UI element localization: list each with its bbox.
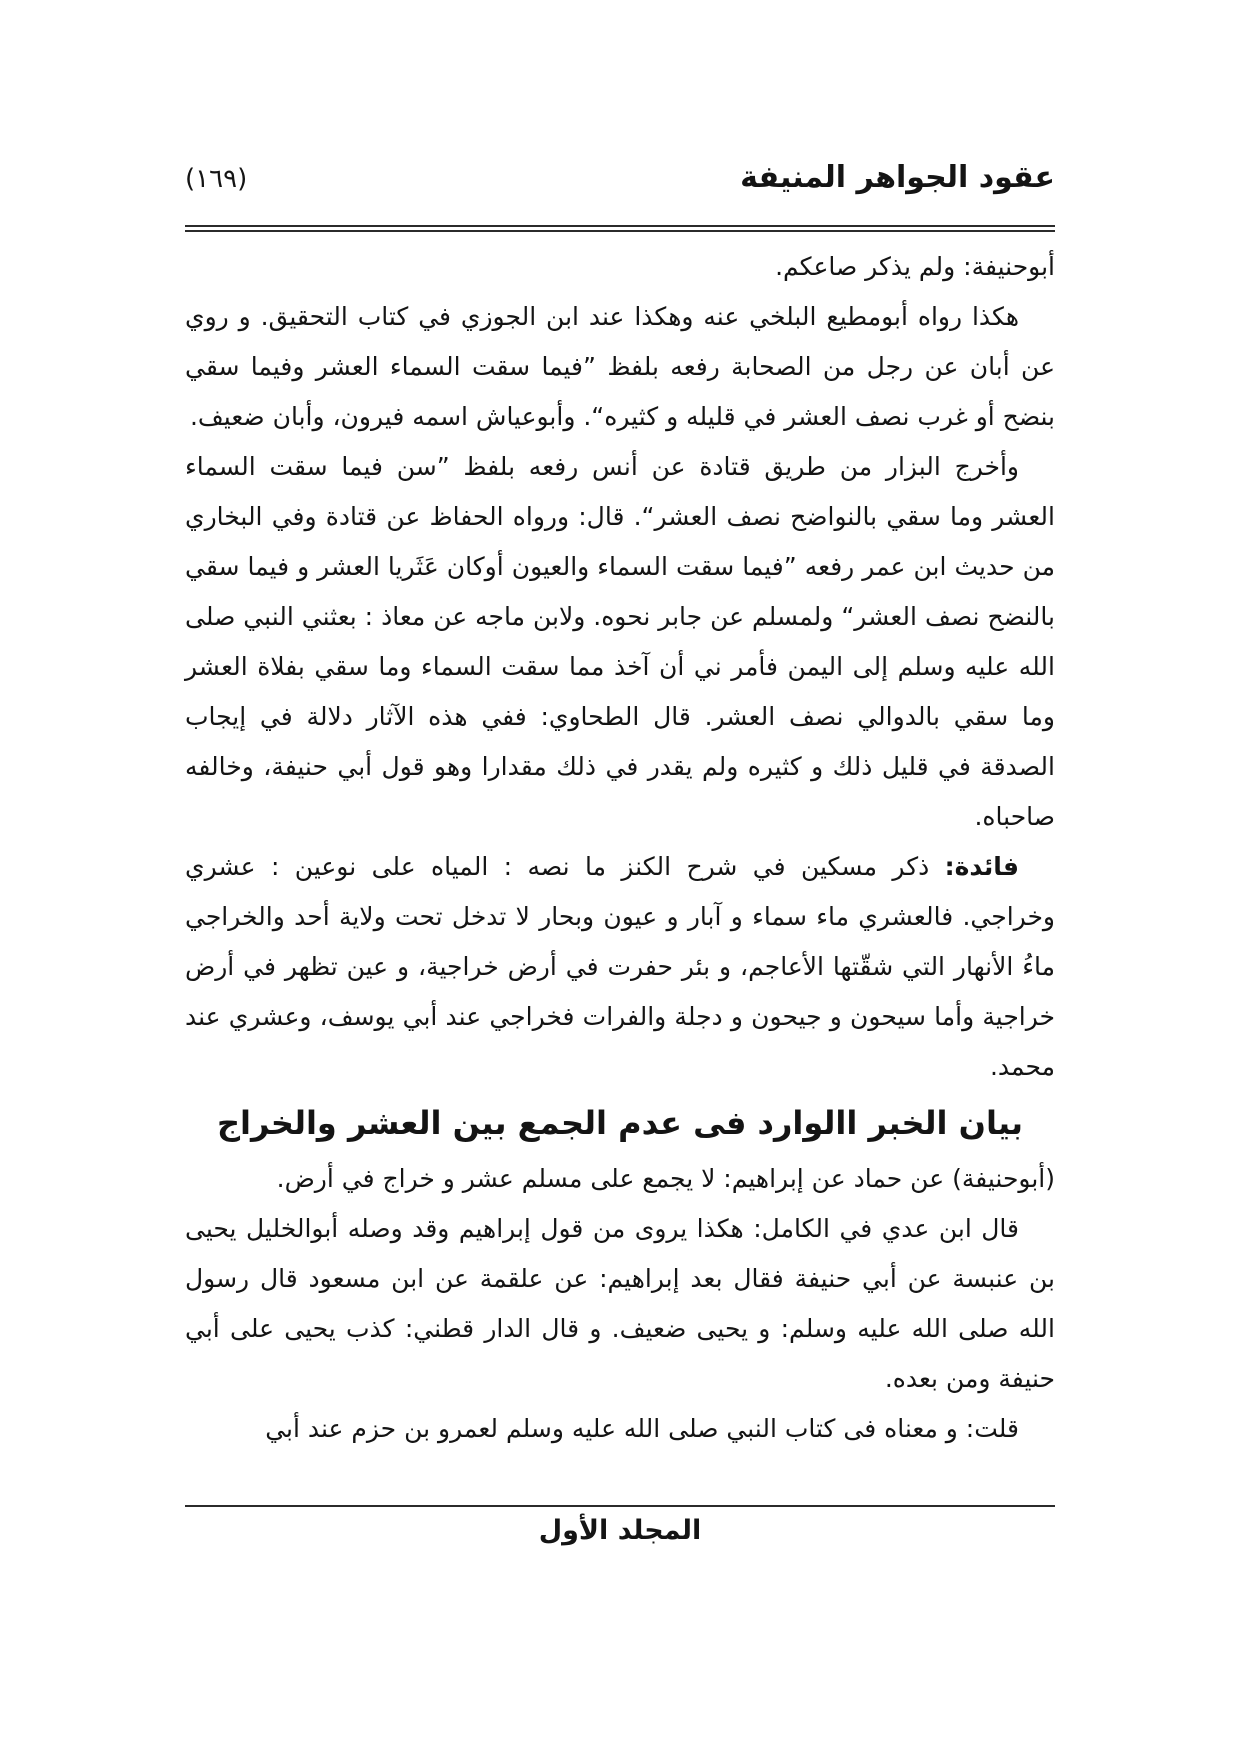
paragraph: قلت: و معناه فى كتاب النبي صلى الله عليه وسلم لعمرو بن حزم عند أبي	[265, 1414, 1019, 1443]
paragraph-body: ذكر مسكين في شرح الكنز ما نصه : المياه على نوعين : عشري وخراجي. فالعشري ماء سماء و آبار و عيون وبحار لا تدخل تحت ولاية أحد والخراجي ماءُ الأنهار التي شقّتها الأعاجم، و بئر حفرت في أرض خراجية، و عين تظهر في أرض خراجية وأما سيحون و جيحون و دجلة والفرات فخراجي عند أبي يوسف، وعشري عند محمد.	[185, 852, 1055, 1081]
book-title: عقود الجواهر المنيفة	[740, 160, 1055, 195]
page-number: (١٦٩)	[185, 164, 248, 194]
header-divider-rule	[185, 225, 1055, 232]
paragraph: قال ابن عدي في الكامل: هكذا يروى من قول إبراهيم وقد وصله أبوالخليل يحيى بن عنبسة عن أبي حنيفة فقال بعد إبراهيم: عن علقمة عن ابن مسعود قال رسول الله صلى الله عليه وسلم: و يحيى ضعيف. و قال الدار قطني: كذب يحيى على أبي حنيفة ومن بعده.	[185, 1214, 1055, 1393]
paragraph: هكذا رواه أبومطيع البلخي عنه وهكذا عند ابن الجوزي في كتاب التحقيق. و روي عن أبان عن رجل من الصحابة رفعه بلفظ ”فيما سقت السماء العشر وفيما سقي بنضح أو غرب نصف العشر في قليله و كثيره“. وأبوعياش اسمه فيرون، وأبان ضعيف.	[185, 302, 1055, 431]
volume-label: المجلد الأول	[538, 1515, 702, 1546]
paragraph	[185, 842, 1055, 1092]
paragraph-lead-word: فائدة:	[944, 852, 1019, 881]
section-heading: بيان الخبر االوارد فى عدم الجمع بين العشر والخراج	[216, 1104, 1024, 1142]
footer-divider-rule	[185, 1505, 1055, 1507]
body-text	[185, 242, 1055, 1454]
paragraph: وأخرج البزار من طريق قتادة عن أنس رفعه بلفظ ”سن فيما سقت السماء العشر وما سقي بالنواضح نصف العشر“. قال: ورواه الحفاظ عن قتادة وفي البخاري من حديث ابن عمر رفعه ”فيما سقت السماء والعيون أوكان عَثَريا العشر و فيما سقي بالنضح نصف العشر“ ولمسلم عن جابر نحوه. ولابن ماجه عن معاذ : بعثني النبي صلى الله عليه وسلم إلى اليمن فأمر ني أن آخذ مما سقت السماء وما سقي بفلاة العشر وما سقي بالدوالي نصف العشر. قال الطحاوي: ففي هذه الآثار دلالة في إيجاب الصدقة في قليل ذلك و كثيره ولم يقدر في ذلك مقدارا وهو قول أبي حنيفة، وخالفه صاحباه.	[185, 452, 1055, 831]
page-header	[185, 160, 1055, 195]
page-footer	[185, 1505, 1055, 1546]
paragraph: (أبوحنيفة) عن حماد عن إبراهيم: لا يجمع على مسلم عشر و خراج في أرض.	[276, 1164, 1055, 1193]
paragraph: أبوحنيفة: ولم يذكر صاعكم.	[775, 252, 1055, 281]
